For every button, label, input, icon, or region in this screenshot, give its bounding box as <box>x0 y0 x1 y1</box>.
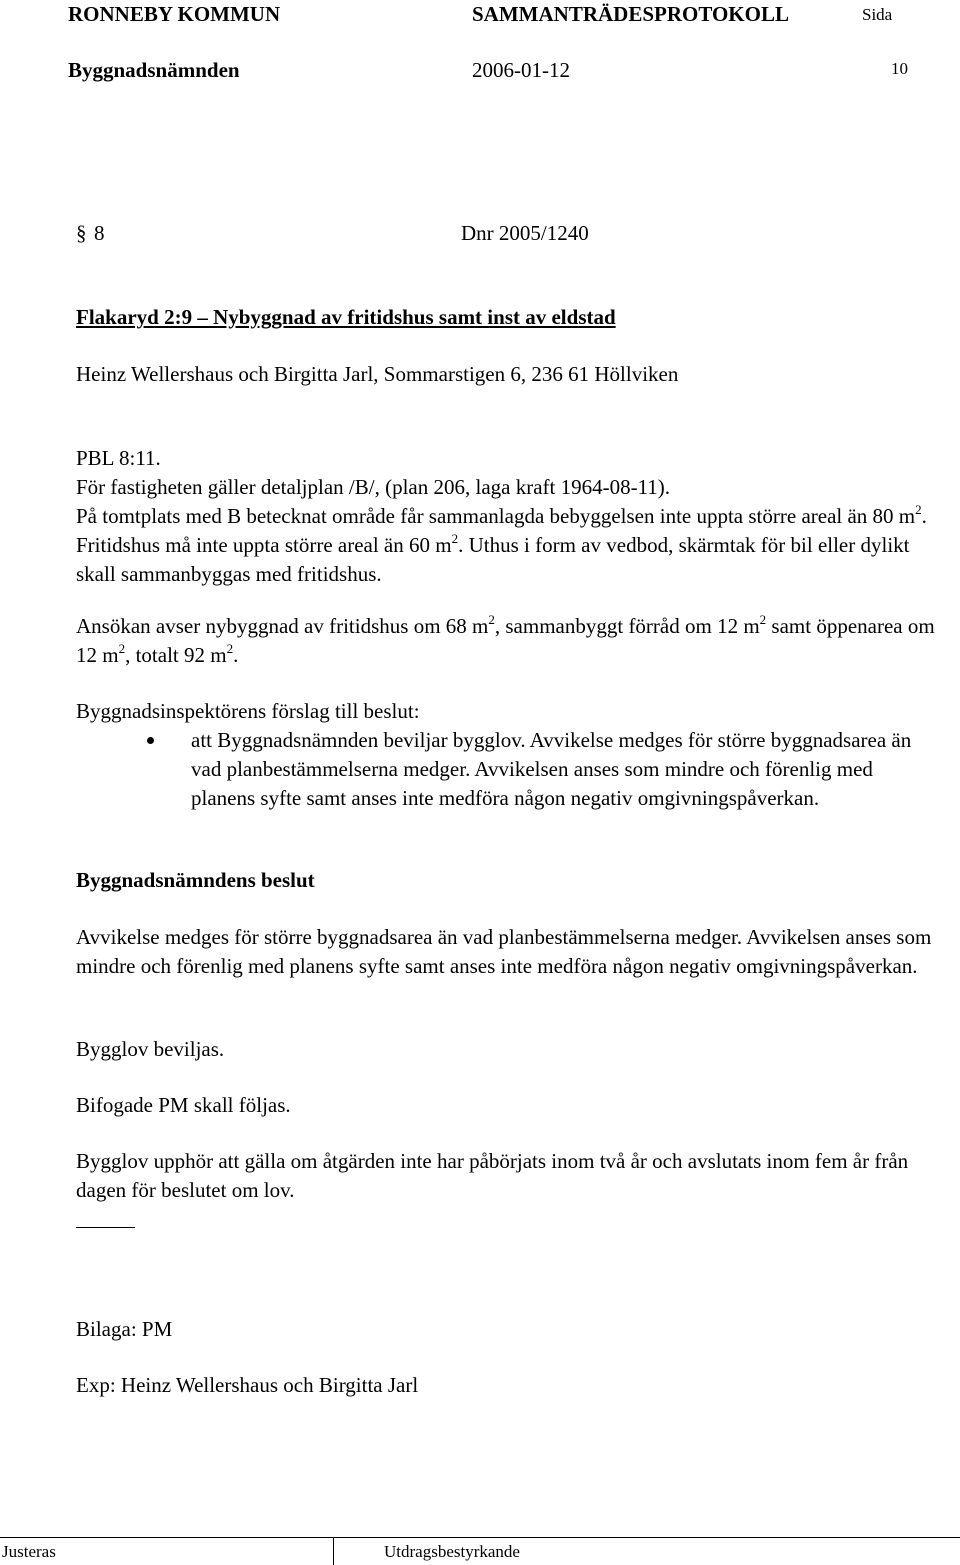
paragraph-sign: § <box>76 221 87 245</box>
decision-heading: Byggnadsnämndens beslut <box>76 868 315 892</box>
distribution-line: Exp: Heinz Wellershaus och Birgitta Jarl <box>76 1373 419 1397</box>
bullet-icon <box>147 737 154 744</box>
footer-line <box>0 1537 960 1538</box>
decision-paragraph-1: Avvikelse medges för större byggnadsarea än vad planbestämmelserna medger. Avvikelsen anses som mindre och förenlig med planens syfte samt anses inte medföra någon negativ omgivningspåverkan. <box>76 925 932 978</box>
proposal-heading: Byggnadsinspektörens förslag till beslut: <box>76 699 420 723</box>
section-number: 8 <box>94 221 105 245</box>
footer-divider <box>333 1537 334 1565</box>
case-title: Flakaryd 2:9 – Nybyggnad av fritidshus samt inst av eldstad <box>76 305 616 329</box>
decision-paragraph-4: Bygglov upphör att gälla om åtgärden inte har påbörjats inom två år och avslutats inom fem år från dagen för beslutet om lov. <box>76 1149 909 1202</box>
list-item <box>76 726 936 813</box>
page-label: Sida <box>862 5 893 24</box>
applicant-line: Heinz Wellershaus och Birgitta Jarl, Sommarstigen 6, 236 61 Höllviken <box>76 362 679 386</box>
page-number: 10 <box>891 59 908 78</box>
diary-number: Dnr 2005/1240 <box>461 221 589 245</box>
plan-section <box>76 444 936 589</box>
proposal-text: att Byggnadsnämnden beviljar bygglov. Avvikelse medges för större byggnadsarea än vad planbestämmelserna medger. Avvikelsen anses som mindre och förenlig med planens syfte samt anses inte medföra någon negativ omgivningspåverkan. <box>191 728 912 810</box>
plan-regulations: På tomtplats med B betecknat område får sammanlagda bebyggelsen inte uppta större areal än 80 $m^2$. Fritidshus må inte uppta större areal än 60 $m^2$. Uthus i form av vedbod, skärmtak för bil eller dylikt skall sammanbyggas med fritidshus. <box>76 502 927 586</box>
application-paragraph: Ansökan avser nybyggnad av fritidshus om 68 $m^2$, sammanbyggt förråd om 12 $m^2$ samt öppenarea om 12 $m^2$, totalt 92 $m^2$. <box>76 612 935 667</box>
document-type: SAMMANTRÄDESPROTOKOLL <box>472 2 789 26</box>
attachment-line: Bilaga: PM <box>76 1317 173 1341</box>
footer-justeras: Justeras <box>2 1542 56 1561</box>
decision-paragraph-2: Bygglov beviljas. <box>76 1037 225 1061</box>
plan-reference: PBL 8:11. <box>76 446 161 470</box>
committee-name: Byggnadsnämnden <box>68 58 240 82</box>
decision-paragraph-3: Bifogade PM skall följas. <box>76 1093 291 1117</box>
municipality-name: RONNEBY KOMMUN <box>68 2 281 26</box>
footer-utdragsbestyrkande: Utdragsbestyrkande <box>384 1542 520 1561</box>
proposal-list <box>76 726 936 813</box>
detail-plan-info: För fastigheten gäller detaljplan /B/, (plan 206, laga kraft 1964-08-11). <box>76 475 671 499</box>
separator-line <box>76 1227 135 1228</box>
meeting-date: 2006-01-12 <box>472 58 570 82</box>
